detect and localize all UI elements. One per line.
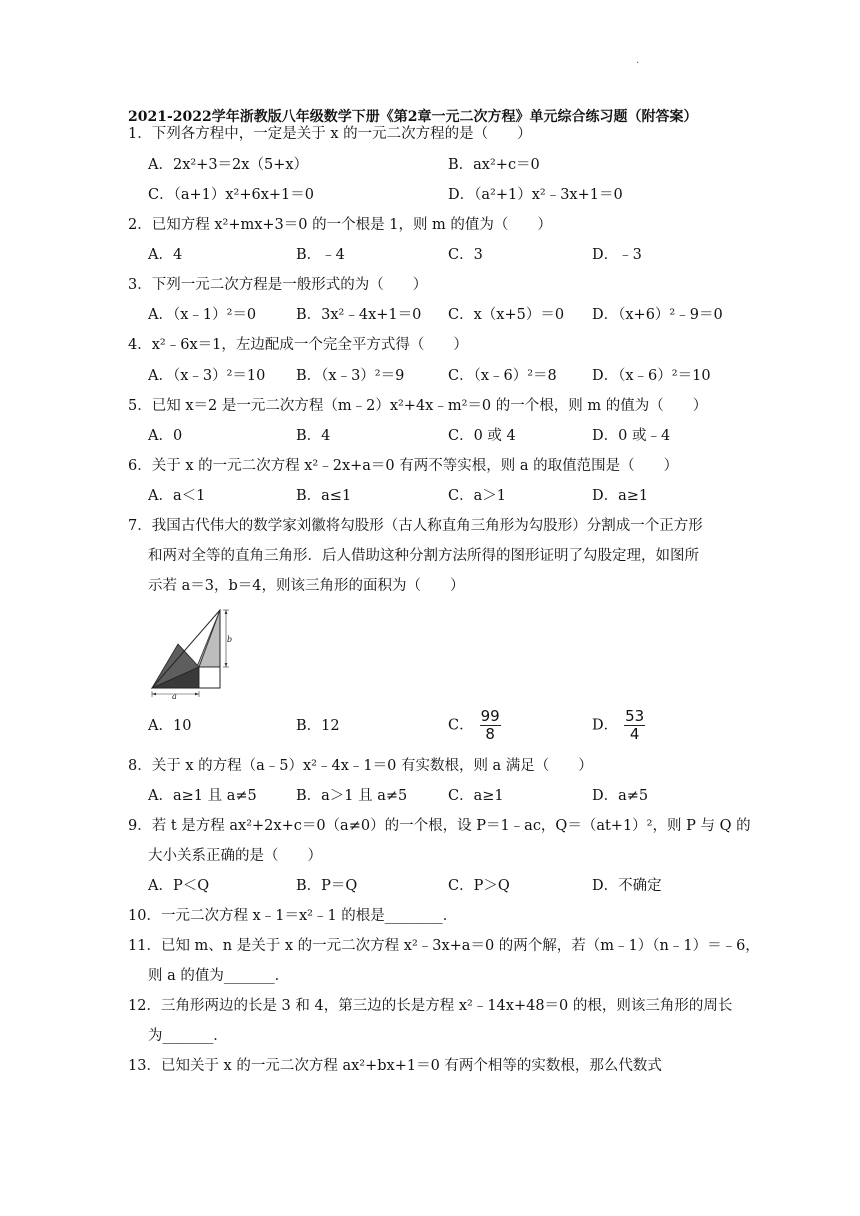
question-1: 1．下列各方程中，一定是关于 x 的一元二次方程的是（ ） [128,126,532,142]
q7-option-a: A．10 [148,718,192,734]
q7-option-c-prefix: C． [448,717,474,734]
figure-label-b: b [227,635,233,644]
q6-option-d: D．a≥1 [592,488,649,504]
triangle-figure [146,604,242,700]
figure-label-a: a [172,692,177,700]
q4-option-b: B．（x﹣3）²＝9 [296,368,405,384]
question-12-line-2: 为_______． [148,1028,228,1044]
q8-option-c: C．a≥1 [448,788,504,804]
q6-option-a: A．a＜1 [148,488,206,504]
q5-option-b: B．4 [296,428,331,444]
q3-option-b: B．3x²﹣4x+1＝0 [296,307,422,323]
q2-option-d: D．﹣3 [592,247,642,263]
q7-option-c [448,708,501,743]
fraction-numerator: 53 [625,707,645,725]
q7-option-d [592,708,645,743]
question-11-line-1: 11．已知 m、n 是关于 x 的一元二次方程 x²﹣3x+a＝0 的两个解，若（m﹣1）（n﹣1）＝﹣6， [128,938,760,954]
q7-option-d-prefix: D． [592,717,619,734]
question-13-line-1: 13．已知关于 x 的一元二次方程 ax²+bx+1＝0 有两个相等的实数根，那么代数式 [128,1058,662,1074]
q6-option-b: B．a≤1 [296,488,352,504]
q2-option-b: B．﹣4 [296,247,345,263]
header-dot: · [636,58,640,69]
question-7-line-2: 和两对全等的直角三角形．后人借助这种分割方法所得的图形证明了勾股定理，如图所 [148,548,699,564]
q9-option-a: A．P＜Q [148,878,210,894]
q5-option-d: D．0 或﹣4 [592,428,671,444]
q4-option-d: D．（x﹣6）²＝10 [592,368,711,384]
question-4: 4．x²﹣6x＝1，左边配成一个完全平方式得（ ） [128,337,468,353]
q1-option-d: D．（a²+1）x²﹣3x+1＝0 [448,187,623,203]
q8-option-d: D．a≠5 [592,788,649,804]
question-9-line-1: 9．若 t 是方程 ax²+2x+c＝0（a≠0）的一个根，设 P＝1﹣ac，Q＝（at+1）²，则 P 与 Q 的 [128,818,751,834]
question-11-line-2: 则 a 的值为_______． [148,968,290,984]
q9-option-b: B．P＝Q [296,878,358,894]
q3-option-d: D．（x+6）²﹣9＝0 [592,307,723,323]
fraction-denominator: 8 [485,725,495,743]
fraction-denominator: 4 [629,725,640,743]
question-6: 6．关于 x 的一元二次方程 x²﹣2x+a＝0 有两不等实根，则 a 的取值范围是（ ） [128,458,679,474]
question-5: 5．已知 x＝2 是一元二次方程（m﹣2）x²+4x﹣m²＝0 的一个根，则 m 的值为（ ） [128,398,708,414]
q2-option-a: A．4 [148,247,183,263]
q5-option-c: C．0 或 4 [448,428,516,444]
q2-option-c: C．3 [448,247,483,263]
fraction-numerator: 99 [480,707,500,725]
document-title: 2021-2022学年浙教版八年级数学下册《第2章一元二次方程》单元综合练习题（附答案） [128,109,698,125]
q7-option-d-fraction [624,708,645,743]
q9-option-d: D．不确定 [592,878,662,894]
q1-option-a: A．2x²+3＝2x（5+x） [148,157,309,173]
question-12-line-1: 12．三角形两边的长是 3 和 4，第三边的长是方程 x²﹣14x+48＝0 的根，则该三角形的周长 [128,998,733,1014]
q5-option-a: A．0 [148,428,183,444]
question-3: 3．下列一元二次方程是一般形式的为（ ） [128,277,428,293]
q6-option-c: C．a＞1 [448,488,506,504]
q7-option-c-fraction [480,708,501,743]
question-10: 10．一元二次方程 x﹣1＝x²﹣1 的根是________． [128,908,458,924]
question-8: 8．关于 x 的方程（a﹣5）x²﹣4x﹣1＝0 有实数根，则 a 满足（ ） [128,758,593,774]
q1-option-b: B．ax²+c＝0 [448,157,540,173]
q4-option-a: A．（x﹣3）²＝10 [148,368,266,384]
q8-option-b: B．a＞1 且 a≠5 [296,788,408,804]
question-7-line-3: 示若 a＝3，b＝4，则该三角形的面积为（ ） [148,578,465,594]
q7-option-b: B．12 [296,718,340,734]
question-9-line-2: 大小关系正确的是（ ） [148,848,322,864]
q3-option-a: A．（x﹣1）²＝0 [148,307,257,323]
q8-option-a: A．a≥1 且 a≠5 [148,788,257,804]
q9-option-c: C．P＞Q [448,878,510,894]
q3-option-c: C．x（x+5）＝0 [448,307,565,323]
q4-option-c: C．（x﹣6）²＝8 [448,368,557,384]
question-2: 2．已知方程 x²+mx+3＝0 的一个根是 1，则 m 的值为（ ） [128,217,552,233]
question-7-line-1: 7．我国古代伟大的数学家刘徽将勾股形（古人称直角三角形为勾股形）分割成一个正方形 [128,518,703,534]
q1-option-c: C．（a+1）x²+6x+1＝0 [148,187,315,203]
